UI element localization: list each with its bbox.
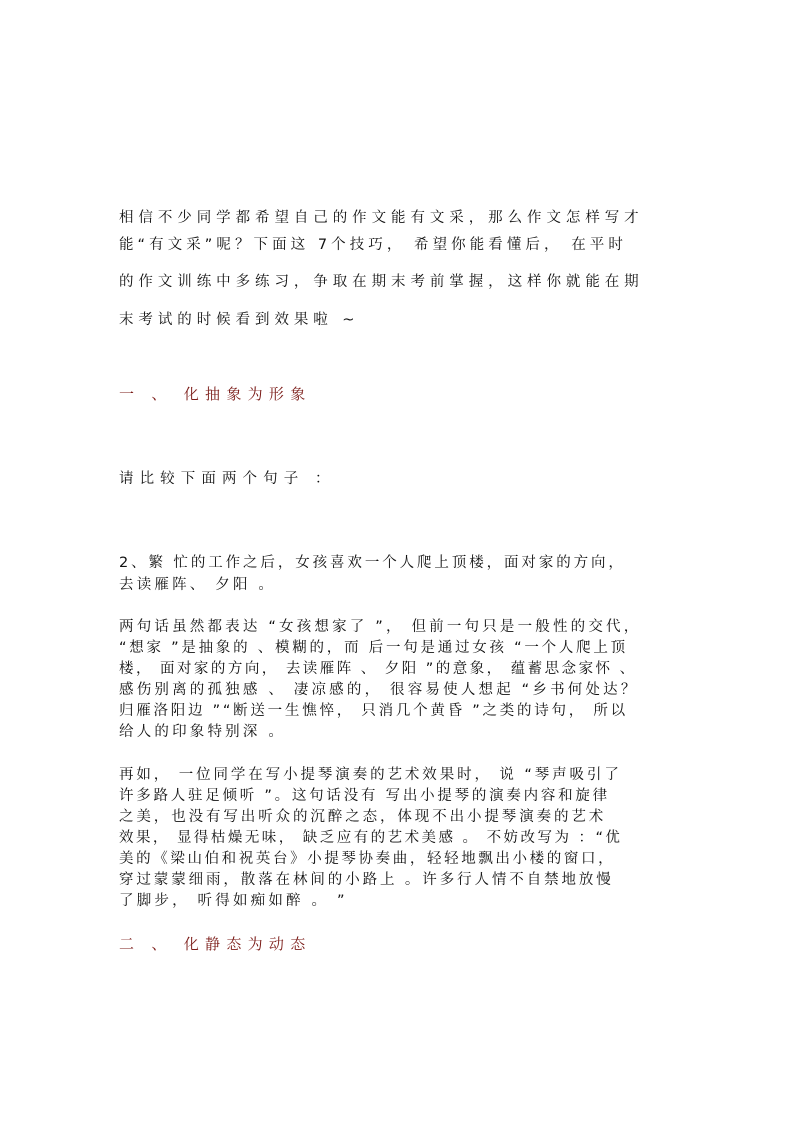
example-line-1: 2、繁 忙的工作之后，女孩喜欢一个人爬上顶楼，面对家的方向， (119, 555, 626, 571)
intro-line-4: 末考试的时候看到效果啦 ~ (119, 312, 360, 328)
analysis-line-6: 给人的印象特别深 。 (119, 724, 287, 740)
analysis-line-2: “想家 ”是抽象的 、模糊的，而 后一句是通过女孩 “一个人爬上顶 (119, 640, 628, 656)
analysis-line-3: 楼， 面对家的方向， 去读雁阵 、 夕阳 ”的意象， 蕴蓄思念家怀 、 (119, 661, 637, 677)
intro-line-3: 的作文训练中多练习，争取在期末考前掌握，这样你就能在期 (119, 274, 644, 290)
intro-line-2: 能“有文采”呢？下面这 7个技巧， 希望你能看懂后， 在平时 (119, 237, 627, 253)
second-example-line-5: 美的《梁山伯和祝英台》小提琴协奏曲，轻轻地飘出小楼的窗口， (119, 851, 616, 867)
example-line-2: 去读雁阵、 夕阳 。 (119, 577, 277, 593)
intro-line-1: 相信不少同学都希望自己的作文能有文采，那么作文怎样写才 (119, 210, 644, 226)
section-heading-1: 一 、 化抽象为形象 (119, 385, 312, 403)
second-example-line-1: 再如， 一位同学在写小提琴演奏的艺术效果时， 说 “琴声吸引了 (119, 767, 622, 783)
analysis-line-5: 归雁洛阳边 ”“断送一生憔悴， 只消几个黄昏 ”之类的诗句， 所以 (119, 703, 628, 719)
second-example-line-2: 许多路人驻足倾听 ”。这句话没有 写出小提琴的演奏内容和旋律 (119, 788, 610, 804)
compare-prompt: 请比较下面两个句子 ： (119, 471, 336, 487)
second-example-line-3: 之美，也没有写出听众的沉醉之态，体现不出小提琴演奏的艺术 (119, 809, 607, 825)
second-example-line-4: 效果， 显得枯燥无味， 缺乏应有的艺术美感 。 不妨改写为 ：“优 (119, 830, 623, 846)
analysis-line-4: 感伤别离的孤独感 、 凄凉感的， 很容易使人想起 “乡书何处达？ (119, 682, 639, 698)
analysis-line-1: 两句话虽然都表达 “女孩想家了 ”， 但前一句只是一般性的交代， (119, 619, 642, 635)
second-example-line-7: 了脚步， 听得如痴如醉 。 ” (119, 893, 348, 909)
document-page (119, 0, 699, 1123)
section-heading-2: 二 、 化静态为动态 (119, 935, 312, 953)
second-example-line-6: 穿过蒙蒙细雨，散落在林间的小路上 。许多行人情不自禁地放慢 (119, 872, 614, 888)
